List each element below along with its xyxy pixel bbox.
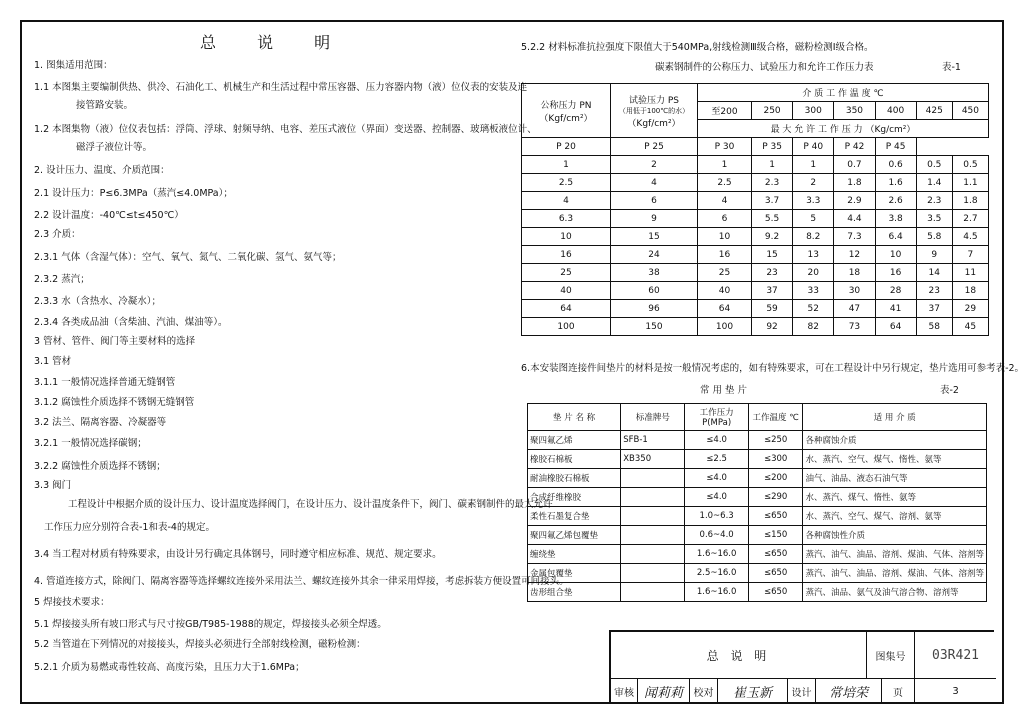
table-cell: ≤650	[748, 583, 803, 602]
table-cell: 0.7	[834, 156, 875, 174]
table-cell: 9.2	[751, 228, 792, 246]
table-row	[522, 318, 989, 336]
table-cell: 150	[611, 318, 698, 336]
th-temp-col: 450	[952, 102, 988, 120]
table-cell: 20	[793, 264, 834, 282]
table-cell: 40	[522, 282, 611, 300]
table-cell: 25	[522, 264, 611, 282]
tb-atlas-label: 图集号	[866, 632, 914, 678]
note-line: 3.1.2 腐蚀性介质选择不锈钢无缝钢管	[34, 397, 195, 408]
note-line: 3 管材、管件、阀门等主要材料的选择	[34, 336, 196, 347]
th-psub-col: P 30	[698, 138, 752, 156]
table-header-row	[528, 404, 987, 431]
table-row	[522, 174, 989, 192]
table-cell: 1.8	[834, 174, 875, 192]
table-cell: 82	[793, 318, 834, 336]
table-cell: 蒸汽、油气、油品、溶剂、煤油、气体、溶剂等	[803, 564, 987, 583]
table-cell: ≤290	[748, 488, 803, 507]
note-line: 磁浮子液位计等。	[76, 142, 153, 153]
table-cell: 2.5	[698, 174, 752, 192]
table-cell: 1.6~16.0	[685, 545, 748, 564]
table-cell: 1.6	[875, 174, 916, 192]
note-line: 1.1 本图集主要编制供热、供冷、石油化工、机械生产和生活过程中常压容器、压力容器内物（液）位仪表的安装及连	[34, 82, 528, 93]
note-line: 工作压力应分别符合表-1和表-4的规定。	[44, 522, 215, 533]
table-cell: 37	[751, 282, 792, 300]
th-psub-col: P 45	[875, 138, 916, 156]
table-cell: ≤650	[748, 507, 803, 526]
table-cell: 60	[611, 282, 698, 300]
table-cell: ≤650	[748, 564, 803, 583]
table-cell: 蒸汽、油品、氨气及油气溶合物、溶剂等	[803, 583, 987, 602]
table-row	[528, 583, 987, 602]
table-cell: 40	[698, 282, 752, 300]
table2-label: 表-2	[940, 385, 959, 396]
table-cell: 聚四氟乙烯包覆垫	[528, 526, 621, 545]
table-cell: 1	[522, 156, 611, 174]
tb-page-label: 页	[881, 678, 914, 704]
table-cell: 18	[834, 264, 875, 282]
table-cell: 各种腐蚀介质	[803, 431, 987, 450]
table-cell: 橡胶石棉板	[528, 450, 621, 469]
table-cell: 64	[698, 300, 752, 318]
table-cell: 14	[916, 264, 952, 282]
table-cell: 37	[916, 300, 952, 318]
th-pn: 公称压力 PN （Kgf/cm²）	[522, 84, 611, 138]
table-row	[528, 431, 987, 450]
table-cell: 各种腐蚀性介质	[803, 526, 987, 545]
table-row	[522, 264, 989, 282]
table-cell: 0.6	[875, 156, 916, 174]
note-line: 4. 管道连接方式，除阀门、隔离容器等选择螺纹连接外采用法兰、螺纹连接外其余一律采用焊接，考虑拆装方便设置可间接头。	[34, 576, 569, 587]
table-cell: 1.8	[952, 192, 988, 210]
table-cell: ≤650	[748, 545, 803, 564]
table-cell: 1	[793, 156, 834, 174]
table-cell: 4	[522, 192, 611, 210]
note-line: 3.1 管材	[34, 356, 72, 367]
table-cell: 1.0~6.3	[685, 507, 748, 526]
table-cell: ≤200	[748, 469, 803, 488]
table-cell: 2	[793, 174, 834, 192]
table-cell: 100	[698, 318, 752, 336]
note-line: 3.2.2 腐蚀性介质选择不锈钢；	[34, 461, 166, 472]
table-cell: 2.5	[522, 174, 611, 192]
table-header-cell: 标准牌号	[621, 404, 685, 431]
th-temp: 介 质 工 作 温 度 ℃	[698, 84, 989, 102]
table-cell: 25	[698, 264, 752, 282]
table-cell: 0.5	[952, 156, 988, 174]
table-row	[522, 228, 989, 246]
th-temp-col: 300	[793, 102, 834, 120]
table-cell: 缠绕垫	[528, 545, 621, 564]
table-cell: 92	[751, 318, 792, 336]
table-cell: 16	[698, 246, 752, 264]
table-row	[528, 450, 987, 469]
table-cell: 30	[834, 282, 875, 300]
note-line: 2.3 介质：	[34, 229, 81, 240]
table-cell: 1.1	[952, 174, 988, 192]
tb-page-no: 3	[914, 678, 996, 704]
table-cell: ≤250	[748, 431, 803, 450]
table-row	[528, 507, 987, 526]
note-line: 工程设计中根据介质的设计压力、设计温度选择阀门，在设计压力、设计温度条件下，阀门、碳素钢制件的最大允许	[68, 499, 553, 510]
table-cell: 5.8	[916, 228, 952, 246]
table-cell: 33	[793, 282, 834, 300]
table-cell: 96	[611, 300, 698, 318]
note-line: 3.2 法兰、隔离容器、冷凝器等	[34, 417, 167, 428]
gasket-table	[527, 403, 987, 602]
table-cell: 6	[611, 192, 698, 210]
table-cell: ≤4.0	[685, 431, 748, 450]
page-title: 总 说 明	[200, 33, 349, 52]
note-line: 5.2.1 介质为易燃或毒性较高、高度污染，且压力大于1.6MPa；	[34, 662, 305, 673]
table-cell: 合成纤维橡胶	[528, 488, 621, 507]
note-6: 6.本安装图连接件间垫片的材料是按一般情况考虑的，如有特殊要求，可在工程设计中另行规定，垫片选用可参考表-2。	[521, 363, 1024, 374]
table-cell: 4	[611, 174, 698, 192]
table-cell: 58	[916, 318, 952, 336]
table-cell: 2.6	[875, 192, 916, 210]
table-cell: 9	[916, 246, 952, 264]
table-cell: 1.6~16.0	[685, 583, 748, 602]
th-psub-col: P 20	[522, 138, 611, 156]
table-cell: 12	[834, 246, 875, 264]
note-line: 1.2 本图集物（液）位仪表包括：浮筒、浮球、射频导纳、电容、差压式液位（界面）变送器、控制器、玻璃板液位计、	[34, 124, 537, 135]
table2-caption: 常 用 垫 片	[700, 385, 748, 396]
table-cell: 7	[952, 246, 988, 264]
table-cell: 15	[611, 228, 698, 246]
table-row	[522, 300, 989, 318]
tb-review-label: 审核	[614, 687, 634, 699]
table-cell: 6.4	[875, 228, 916, 246]
table-cell: 45	[952, 318, 988, 336]
table-cell: 5.5	[751, 210, 792, 228]
table-cell: 3.5	[916, 210, 952, 228]
table-cell: 1	[751, 156, 792, 174]
th-temp-col: 400	[875, 102, 916, 120]
th-ps: 试验压力 PS （用低于100℃的水） （Kgf/cm²）	[611, 84, 698, 138]
note-line: 2.3.2 蒸汽；	[34, 274, 90, 285]
table-cell: 23	[751, 264, 792, 282]
table-cell: 10	[875, 246, 916, 264]
table-cell: 4	[698, 192, 752, 210]
tb-check-signature: 崔玉新	[717, 678, 787, 704]
table-cell: 柔性石墨复合垫	[528, 507, 621, 526]
table-cell: ≤150	[748, 526, 803, 545]
table-cell: 11	[952, 264, 988, 282]
table-cell: 4.5	[952, 228, 988, 246]
table-cell: 52	[793, 300, 834, 318]
table-cell: 8.2	[793, 228, 834, 246]
table-cell: 10	[522, 228, 611, 246]
table1-label: 表-1	[942, 62, 961, 73]
table-cell: 59	[751, 300, 792, 318]
table-cell: 1	[698, 156, 752, 174]
table-cell: 6.3	[522, 210, 611, 228]
table1-caption: 碳素钢制件的公称压力、试验压力和允许工作压力表	[655, 62, 874, 73]
table-row	[522, 210, 989, 228]
table-cell: 2.9	[834, 192, 875, 210]
table-row	[522, 246, 989, 264]
table-cell: ≤4.0	[685, 469, 748, 488]
table-cell: XB350	[621, 450, 685, 469]
table-row	[528, 545, 987, 564]
table-cell: 水、蒸汽、空气、煤气、溶剂、氨等	[803, 507, 987, 526]
table-cell: 蒸汽、油气、油品、溶剂、煤油、气体、溶剂等	[803, 545, 987, 564]
note-line: 1. 图集适用范围：	[34, 60, 113, 71]
table-cell: 2.3	[751, 174, 792, 192]
table-cell: 18	[952, 282, 988, 300]
tb-check-label: 校对	[689, 678, 717, 704]
table-cell: 油气、油品、液态石油气等	[803, 469, 987, 488]
th-temp-col: 至200	[698, 102, 752, 120]
th-temp-col: 425	[916, 102, 952, 120]
note-line: 2.3.3 水（含热水、冷凝水）；	[34, 296, 161, 307]
table-header-cell: 工作压力 P(MPa)	[685, 404, 748, 431]
table-row	[528, 526, 987, 545]
table-cell: 齿形组合垫	[528, 583, 621, 602]
table-cell	[621, 507, 685, 526]
table-cell: ≤4.0	[685, 488, 748, 507]
table-row	[522, 282, 989, 300]
table-header-cell: 工作温度 ℃	[748, 404, 803, 431]
note-line: 2. 设计压力、温度、介质范围：	[34, 165, 170, 176]
table-cell: 1.4	[916, 174, 952, 192]
tb-atlas-no: 03R421	[914, 632, 996, 678]
note-line: 3.3 阀门	[34, 480, 72, 491]
table-cell: 聚四氟乙烯	[528, 431, 621, 450]
table-cell: ≤300	[748, 450, 803, 469]
table-cell: ≤2.5	[685, 450, 748, 469]
note-line: 2.3.4 各类成品油（含柴油、汽油、煤油等）。	[34, 317, 228, 328]
table-cell: 13	[793, 246, 834, 264]
table-cell: 2.5~16.0	[685, 564, 748, 583]
th-temp-col: 250	[751, 102, 792, 120]
table-cell: 29	[952, 300, 988, 318]
table-cell: 3.3	[793, 192, 834, 210]
note-line: 5.2 当管道在下列情况的对接接头，焊接头必须进行全部射线检测，磁粉检测：	[34, 639, 366, 650]
table-cell: 2.3	[916, 192, 952, 210]
table-cell: 0.6~4.0	[685, 526, 748, 545]
table-cell: 6	[698, 210, 752, 228]
table-cell: 16	[875, 264, 916, 282]
table-header-cell: 适 用 介 质	[803, 404, 987, 431]
note-line: 2.2 设计温度：-40℃≤t≤450℃）	[34, 210, 184, 221]
table-cell: 2	[611, 156, 698, 174]
th-psub-col: P 40	[793, 138, 834, 156]
note-line: 5 焊接技术要求：	[34, 597, 110, 608]
table-cell: 5	[793, 210, 834, 228]
note-line: 3.2.1 一般情况选择碳钢；	[34, 438, 147, 449]
table-cell: 100	[522, 318, 611, 336]
table-cell: 38	[611, 264, 698, 282]
table-cell: 15	[751, 246, 792, 264]
table-cell: 47	[834, 300, 875, 318]
table-cell: 24	[611, 246, 698, 264]
table-cell: 41	[875, 300, 916, 318]
table-cell: 水、蒸汽、空气、煤气、惰性、氨等	[803, 450, 987, 469]
note-line: 2.1 设计压力：P≤6.3MPa（蒸汽≤4.0MPa）；	[34, 188, 233, 199]
table-cell: 水、蒸汽、煤气、惰性、氨等	[803, 488, 987, 507]
th-pmax: 最 大 允 许 工 作 压 力 （Kg/cm²）	[698, 120, 989, 138]
table-cell: 9	[611, 210, 698, 228]
tb-design-signature: 常培荣	[815, 678, 881, 704]
table-cell	[621, 564, 685, 583]
note-5-2-2: 5.2.2 材料标准抗拉强度下限值大于540MPa,射线检测Ⅲ级合格，磁粉检测Ⅰ级合格。	[521, 42, 874, 53]
table-row	[522, 156, 989, 174]
note-line: 接管路安装。	[76, 100, 134, 111]
table-cell: 73	[834, 318, 875, 336]
table-cell: 7.3	[834, 228, 875, 246]
table-cell: 金属包覆垫	[528, 564, 621, 583]
table-cell: 64	[875, 318, 916, 336]
table-row	[528, 564, 987, 583]
table-cell: 耐油橡胶石棉板	[528, 469, 621, 488]
th-psub-col: P 25	[611, 138, 698, 156]
table-cell	[621, 545, 685, 564]
tb-design-label: 设计	[787, 678, 815, 704]
note-line: 2.3.1 气体（含湿气体）：空气、氧气、氮气、二氧化碳、氢气、氨气等；	[34, 252, 342, 263]
table-row	[528, 488, 987, 507]
table-cell	[621, 488, 685, 507]
tb-title: 总 说 明	[706, 648, 771, 663]
th-psub-col: P 35	[751, 138, 792, 156]
note-line: 3.4 当工程对材质有特殊要求，由设计另行确定具体钢号，同时遵守相应标准、规范、规定要求。	[34, 549, 442, 560]
table-cell: 64	[522, 300, 611, 318]
table-cell	[621, 469, 685, 488]
table-cell	[621, 583, 685, 602]
table-cell: SFB-1	[621, 431, 685, 450]
table-cell: 4.4	[834, 210, 875, 228]
note-line: 3.1.1 一般情况选择普通无缝钢管	[34, 377, 176, 388]
table-cell: 23	[916, 282, 952, 300]
table-cell: 28	[875, 282, 916, 300]
note-line: 5.1 焊接接头所有坡口形式与尺寸按GB/T985-1988的规定，焊接接头必须全焊透。	[34, 619, 387, 630]
table-cell: 10	[698, 228, 752, 246]
table-cell: 2.7	[952, 210, 988, 228]
th-temp-col: 350	[834, 102, 875, 120]
table-header-cell: 垫 片 名 称	[528, 404, 621, 431]
table-cell	[621, 526, 685, 545]
table-cell: 3.8	[875, 210, 916, 228]
table-row	[522, 192, 989, 210]
table-cell: 0.5	[916, 156, 952, 174]
table-cell: 3.7	[751, 192, 792, 210]
table-cell: 16	[522, 246, 611, 264]
tb-review-signature: 闻莉莉	[637, 678, 689, 704]
pressure-table	[521, 83, 989, 336]
th-psub-col: P 42	[834, 138, 875, 156]
title-block	[609, 630, 994, 704]
table-row	[528, 469, 987, 488]
